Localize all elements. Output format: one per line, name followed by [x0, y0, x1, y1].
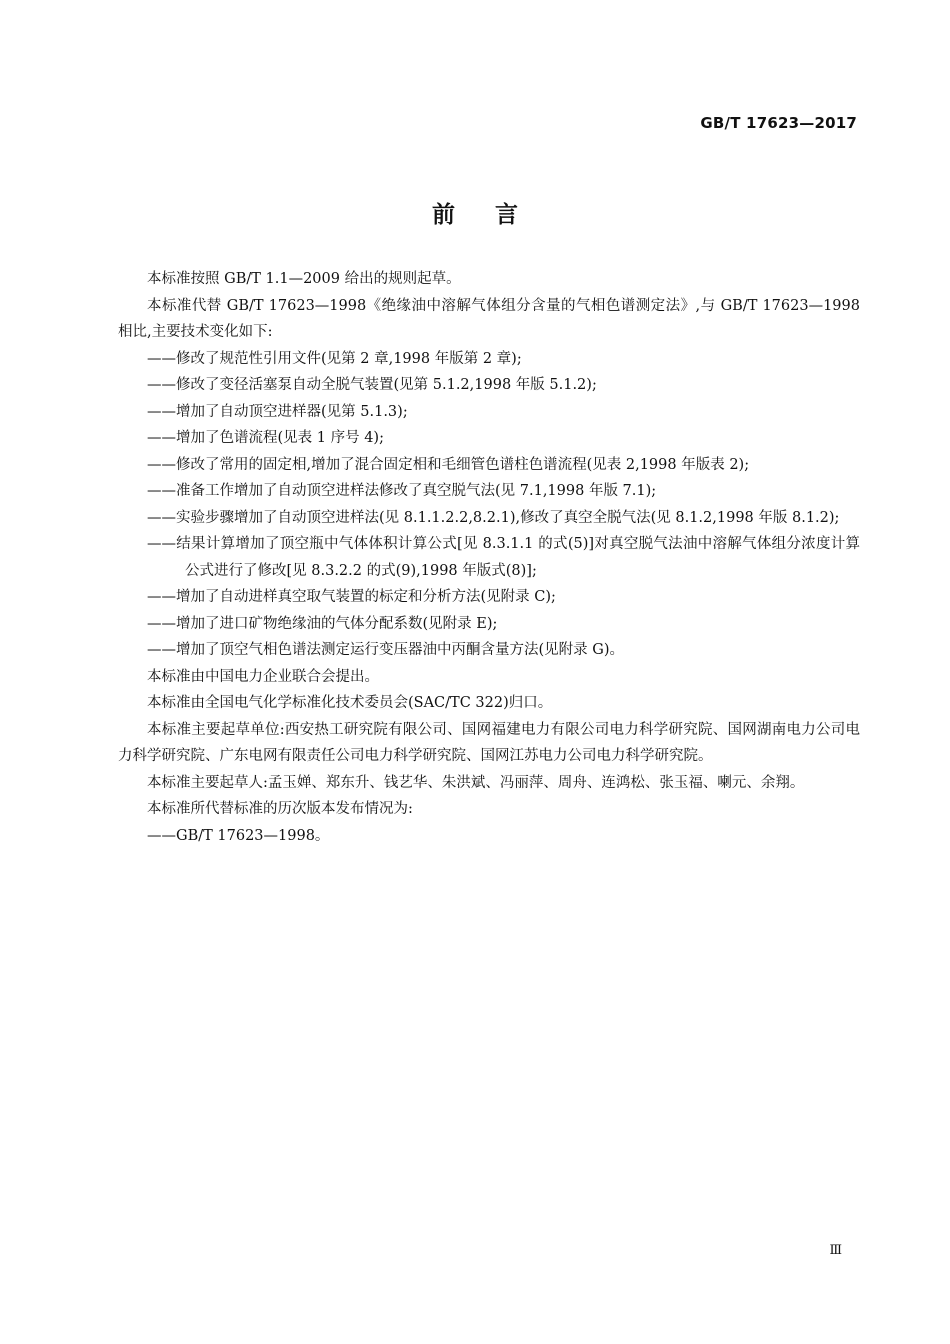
page-number: Ⅲ [829, 1243, 842, 1258]
change-item: ——增加了顶空气相色谱法测定运行变压器油中丙酮含量方法(见附录 G)。 [147, 642, 625, 658]
paragraph-proposer: 本标准由中国电力企业联合会提出。 [147, 668, 379, 685]
paragraph-drafting-rules: 本标准按照 GB/T 1.1—2009 给出的规则起草。 [147, 271, 461, 287]
change-item: ——增加了进口矿物绝缘油的气体分配系数(见附录 E); [147, 615, 498, 632]
change-item: ——实验步骤增加了自动顶空进样法(见 8.1.1.2.2,8.2.1),修改了真空全脱气法(见 8.1.2,1998 年版 8.1.2); [147, 509, 840, 526]
change-item: ——准备工作增加了自动顶空进样法修改了真空脱气法(见 7.1,1998 年版 7.1); [147, 483, 657, 499]
change-item: ——修改了变径活塞泵自动全脱气装置(见第 5.1.2,1998 年版 5.1.2); [147, 377, 597, 393]
change-item: ——增加了色谱流程(见表 1 序号 4); [147, 430, 384, 446]
paragraph-history-intro: 本标准所代替标准的历次版本发布情况为: [147, 801, 413, 817]
paragraph-drafting-units: 本标准主要起草单位:西安热工研究院有限公司、国网福建电力有限公司电力科学研究院、国网湖南电力公司电力科学研究院、广东电网有限责任公司电力科学研究院、国网江苏电力公司电力科学研究院。 [118, 721, 860, 764]
change-item: ——增加了自动顶空进样器(见第 5.1.3); [147, 403, 408, 420]
paragraph-committee: 本标准由全国电气化学标准化技术委员会(SAC/TC 322)归口。 [147, 695, 553, 711]
page-title: 前言 [432, 202, 558, 228]
standard-number: GB/T 17623—2017 [700, 114, 857, 132]
paragraph-replacement-statement: 本标准代替 GB/T 17623—1998《绝缘油中溶解气体组分含量的气相色谱测定法》,与 GB/T 17623—1998 相比,主要技术变化如下: [118, 297, 860, 340]
foreword-body [118, 266, 860, 849]
history-item: ——GB/T 17623—1998。 [147, 827, 330, 844]
change-item: ——修改了常用的固定相,增加了混合固定相和毛细管色谱柱色谱流程(见表 2,1998 年版表 2); [147, 456, 750, 473]
change-item: ——修改了规范性引用文件(见第 2 章,1998 年版第 2 章); [147, 350, 522, 367]
change-item: ——增加了自动进样真空取气装置的标定和分析方法(见附录 C); [147, 589, 556, 605]
change-item: ——结果计算增加了顶空瓶中气体体积计算公式[见 8.3.1.1 的式(5)]对真空脱气法油中溶解气体组分浓度计算公式进行了修改[见 8.3.2.2 的式(9),1998 年版式(8)]; [147, 536, 860, 579]
paragraph-drafters: 本标准主要起草人:孟玉婵、郑东升、钱艺华、朱洪斌、冯丽萍、周舟、连鸿松、张玉福、喇元、余翔。 [147, 774, 805, 791]
